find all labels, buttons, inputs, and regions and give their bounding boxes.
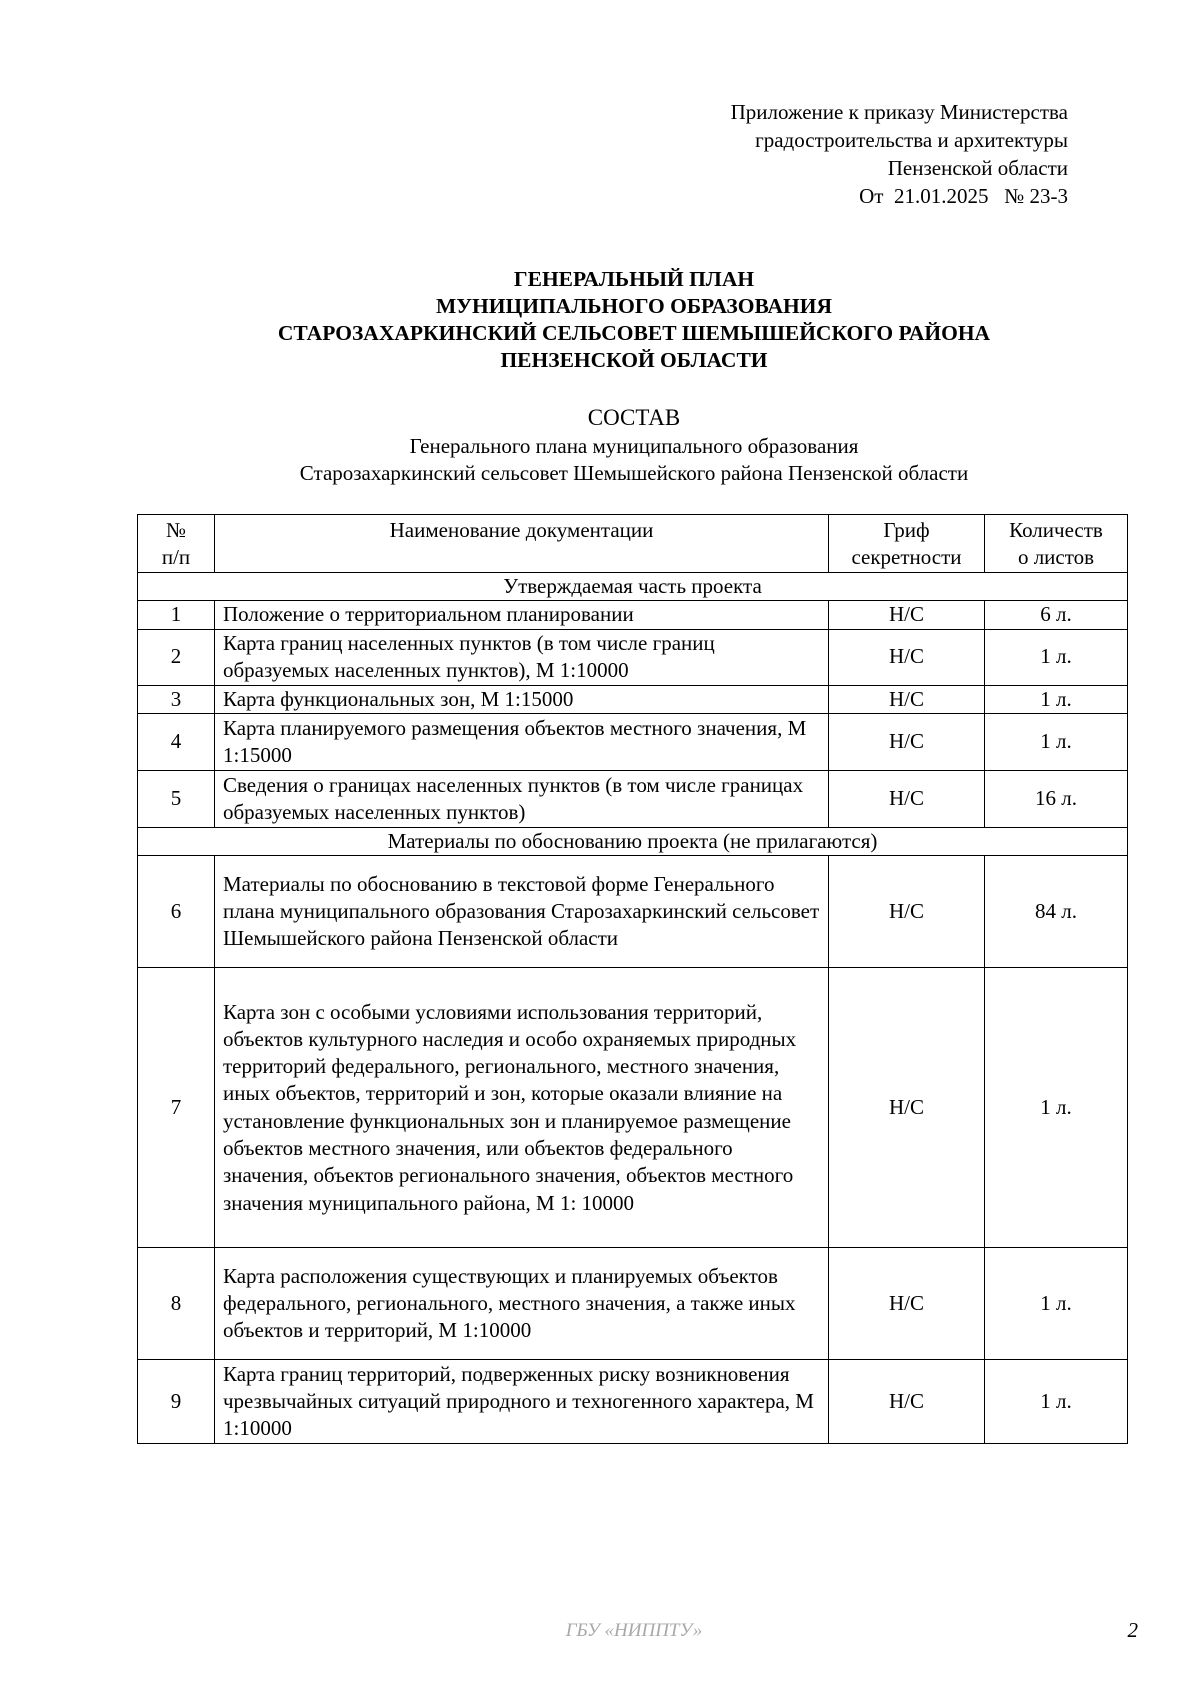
- row-sheets: 1 л.: [985, 968, 1128, 1248]
- row-secrecy: Н/С: [829, 713, 985, 770]
- title-line: ГЕНЕРАЛЬНЫЙ ПЛАН: [513, 267, 755, 291]
- table-row: [138, 968, 1128, 1248]
- row-number: 9: [138, 1360, 215, 1444]
- appendix-line: Приложение к приказу Министерства: [730, 100, 1068, 124]
- table-row: [138, 601, 1128, 629]
- document-title: [0, 266, 1200, 374]
- row-name: Положение о территориальном планировании: [215, 601, 829, 629]
- header-secrecy: Гриф секретности: [829, 515, 985, 573]
- row-number: 4: [138, 713, 215, 770]
- composition-subtitle: Генерального плана муниципального образования: [409, 434, 859, 458]
- section-row: [138, 573, 1128, 601]
- section-approved: Утверждаемая часть проекта: [138, 573, 1128, 601]
- row-number: 7: [138, 968, 215, 1248]
- section-justification: Материалы по обоснованию проекта (не прилагаются): [138, 827, 1128, 855]
- row-number: 8: [138, 1248, 215, 1360]
- row-secrecy: Н/С: [829, 685, 985, 713]
- appendix-line: Пензенской области: [887, 156, 1068, 180]
- table-row: [138, 1360, 1128, 1444]
- table-row: [138, 713, 1128, 770]
- row-name: Карта расположения существующих и планируемых объектов федерального, регионального, местного значения, а также иных объектов и территорий, М 1:10000: [215, 1248, 829, 1360]
- row-sheets: 6 л.: [985, 601, 1128, 629]
- table-row: [138, 629, 1128, 685]
- row-number: 1: [138, 601, 215, 629]
- appendix-block: [731, 98, 1068, 210]
- row-secrecy: Н/С: [829, 770, 985, 827]
- composition-title: СОСТАВ: [587, 405, 681, 430]
- header-sheets: Количеств о листов: [985, 515, 1128, 573]
- title-line: МУНИЦИПАЛЬНОГО ОБРАЗОВАНИЯ: [435, 294, 832, 318]
- row-secrecy: Н/С: [829, 856, 985, 968]
- table-header-row: [138, 515, 1128, 573]
- header-name: Наименование документации: [215, 515, 829, 573]
- table-row: [138, 856, 1128, 968]
- header-number: № п/п: [138, 515, 215, 573]
- row-sheets: 1 л.: [985, 685, 1128, 713]
- row-name: Карта границ населенных пунктов (в том числе границ образуемых населенных пунктов), М 1:10000: [215, 629, 829, 685]
- table-row: [138, 770, 1128, 827]
- table-row: [138, 685, 1128, 713]
- row-name: Сведения о границах населенных пунктов (в том числе границах образуемых населенных пунктов): [215, 770, 829, 827]
- row-secrecy: Н/С: [829, 968, 985, 1248]
- composition-subtitle: Старозахаркинский сельсовет Шемышейского района Пензенской области: [299, 461, 969, 485]
- row-sheets: 1 л.: [985, 1248, 1128, 1360]
- row-secrecy: Н/С: [829, 601, 985, 629]
- row-sheets: 1 л.: [985, 629, 1128, 685]
- row-name: Материалы по обоснованию в текстовой форме Генерального плана муниципального образования Старозахаркинский сельсовет Шемышейского района Пензенской области: [215, 856, 829, 968]
- footer-organization: ГБУ «НИППТУ»: [565, 1620, 703, 1641]
- row-sheets: 1 л.: [985, 1360, 1128, 1444]
- row-secrecy: Н/С: [829, 1248, 985, 1360]
- documents-table: [137, 514, 1128, 1444]
- composition-heading: [0, 404, 1200, 487]
- row-name: Карта планируемого размещения объектов местного значения, М 1:15000: [215, 713, 829, 770]
- row-secrecy: Н/С: [829, 1360, 985, 1444]
- order-date-number: От 21.01.2025 № 23-3: [859, 184, 1068, 208]
- table-row: [138, 1248, 1128, 1360]
- row-sheets: 16 л.: [985, 770, 1128, 827]
- row-number: 3: [138, 685, 215, 713]
- row-name: Карта границ территорий, подверженных риску возникновения чрезвычайных ситуаций природного и техногенного характера, М 1:10000: [215, 1360, 829, 1444]
- row-sheets: 1 л.: [985, 713, 1128, 770]
- row-secrecy: Н/С: [829, 629, 985, 685]
- title-line: СТАРОЗАХАРКИНСКИЙ СЕЛЬСОВЕТ ШЕМЫШЕЙСКОГО РАЙОНА: [277, 321, 991, 345]
- row-name: Карта функциональных зон, М 1:15000: [215, 685, 829, 713]
- title-line: ПЕНЗЕНСКОЙ ОБЛАСТИ: [500, 348, 768, 372]
- row-sheets: 84 л.: [985, 856, 1128, 968]
- row-number: 6: [138, 856, 215, 968]
- row-number: 2: [138, 629, 215, 685]
- page-number: 2: [1127, 1618, 1138, 1642]
- row-name: Карта зон с особыми условиями использования территорий, объектов культурного наследия и особо охраняемых природных территорий федерального, регионального, местного значения, иных объектов, территорий и зон, которые оказали влияние на установление функциональных зон и планируемое размещение объектов местного значения, или объектов федерального значения, объектов регионального значения, объектов местного значения муниципального района, М 1: 10000: [215, 968, 829, 1248]
- appendix-line: градостроительства и архитектуры: [755, 128, 1068, 152]
- section-row: [138, 827, 1128, 855]
- row-number: 5: [138, 770, 215, 827]
